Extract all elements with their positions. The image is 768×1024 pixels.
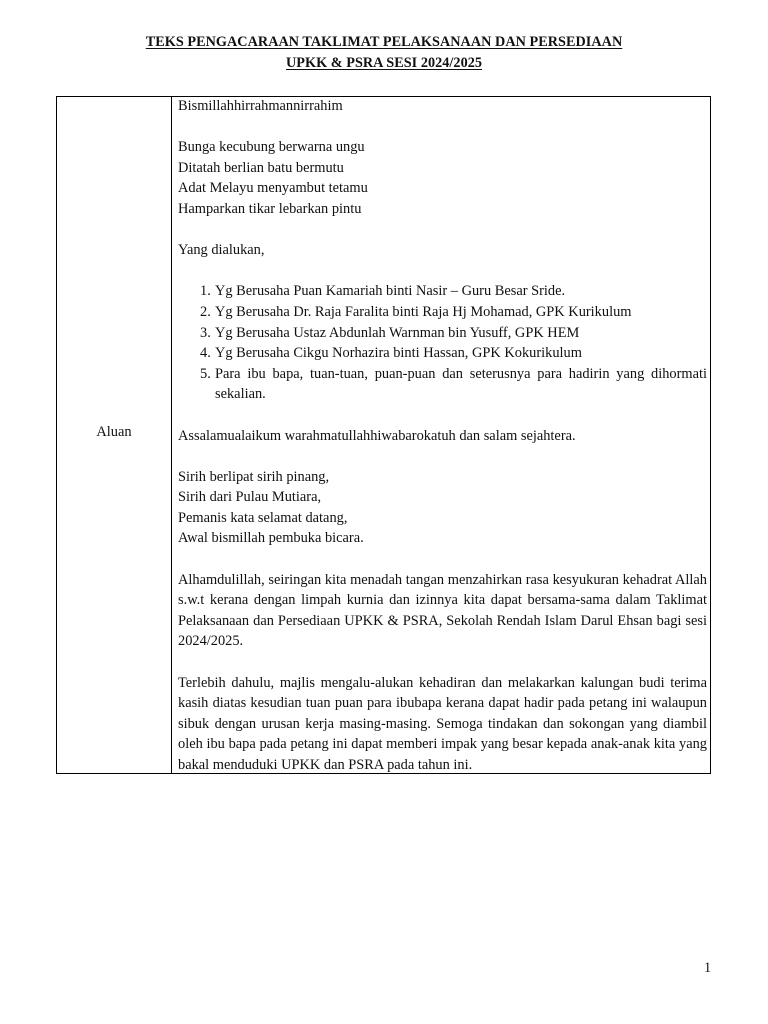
pantun-line: Hamparkan tikar lebarkan pintu [178,200,362,217]
pantun-line: Sirih berlipat sirih pinang, [178,468,330,485]
list-item-text: Yg Berusaha Dr. Raja Faralita binti Raja Hj Mohamad, GPK Kurikulum [215,303,632,320]
opening-line: Bismillahhirrahmannirrahim [178,98,343,114]
list-item-text: Para ibu bapa, tuan-tuan, puan-puan dan seterusnya para hadirin yang dihormati sekalian. [215,365,707,403]
list-item-number: 5. [200,365,211,382]
document-title-line1: TEKS PENGACARAAN TAKLIMAT PELAKSANAAN DAN PERSEDIAAN [145,34,623,50]
pantun-line: Sirih dari Pulau Mutiara, [178,489,322,506]
pantun-line: Adat Melayu menyambut tetamu [178,180,368,197]
pantun-line: Ditatah berlian batu bermutu [178,159,344,176]
pantun-opening [178,467,707,549]
paragraph-welcome: Terlebih dahulu, majlis mengalu-alukan kehadiran dan melakarkan kalungan budi terima kasih diatas kesudian tuan puan para ibubapa kerana dapat hadir pada petang ini walaupun sibuk dengan urusan kerja masing-masing. Semoga tindakan dan sokongan yang diambil oleh ibu bapa pada petang ini dapat memberi impak yang besar kepada anak-anak kita yang bakal menduduki UPKK dan PSRA pada tahun ini. [178,674,707,773]
document-title-line2: UPKK & PSRA SESI 2024/2025 [285,55,482,71]
list-item-text: Yg Berusaha Cikgu Norhazira binti Hassan, GPK Kokurikulum [215,345,582,362]
pantun-line: Bunga kecubung berwarna ungu [178,139,365,156]
script-table [56,96,711,774]
list-item-text: Yg Berusaha Ustaz Abdunlah Warnman bin Yusuff, GPK HEM [215,324,580,341]
list-item [200,364,707,405]
list-item-number: 4. [200,345,211,362]
salutation: Yang dialukan, [178,242,265,259]
list-item [200,343,707,364]
pantun-line: Pemanis kata selamat datang, [178,509,348,526]
list-item-number: 3. [200,324,211,341]
list-item-number: 1. [200,283,211,300]
list-item-number: 2. [200,303,211,320]
script-content-column [172,97,710,773]
honoree-list [178,281,707,405]
section-label: Aluan [96,424,132,440]
greeting: Assalamualaikum warahmatullahhiwabarokatuh dan salam sejahtera. [178,427,576,444]
list-item [200,323,707,344]
pantun-line: Awal bismillah pembuka bicara. [178,530,364,547]
page-number: 1 [704,960,712,976]
list-item [200,281,707,302]
paragraph-gratitude: Alhamdulillah, seiringan kita menadah tangan menzahirkan rasa kesyukuran kehadrat Allah s.w.t kerana dengan limpah kurnia dan izinnya kita dapat bersama-sama dalam Taklimat Pelaksanaan dan Persediaan UPKK & PSRA, Sekolah Rendah Islam Darul Ehsan bagi sesi 2024/2025. [178,571,707,650]
pantun-welcome [178,137,707,219]
script-content [178,96,707,776]
list-item-text: Yg Berusaha Puan Kamariah binti Nasir – Guru Besar Sride. [215,283,566,300]
list-item [200,302,707,323]
section-label-column [57,97,172,773]
